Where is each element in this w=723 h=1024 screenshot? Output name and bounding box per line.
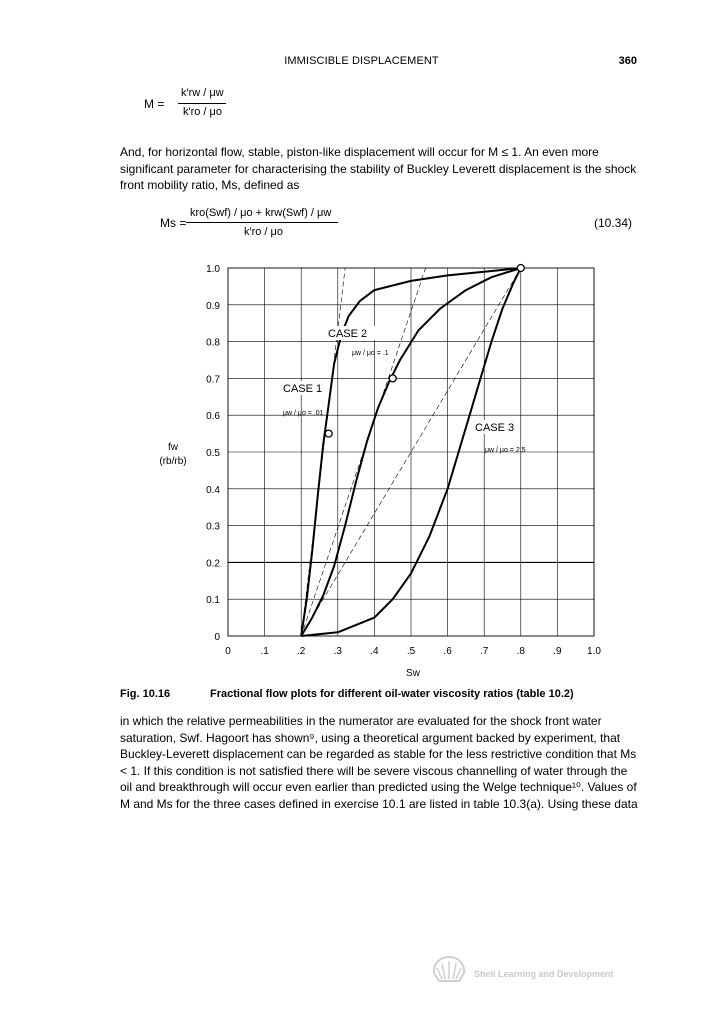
- paragraph-intro: And, for horizontal flow, stable, piston-like displacement will occur for M ≤ 1. An even more significant parameter for characterising the stability of Buckley Leverett displacement is the shock front mobility ratio, Ms, defined as: [120, 145, 637, 192]
- equation-m-fraction-bar: [178, 103, 226, 104]
- x-tick-label: .2: [297, 646, 306, 657]
- case1-label: CASE 1: [283, 383, 323, 395]
- y-tick-label: 0.1: [206, 595, 220, 607]
- equation-number: (10.34): [594, 216, 633, 230]
- case2-label: CASE 2: [328, 328, 368, 340]
- shell-logo-icon: [431, 955, 467, 985]
- y-tick-label: 0.8: [206, 337, 220, 349]
- y-axis-label: fw: [168, 442, 178, 453]
- fractional-flow-chart: [140, 255, 620, 685]
- tangent-marker-case-2: [389, 375, 396, 382]
- equation-ms-lhs: Ms =: [160, 216, 187, 230]
- x-tick-label: .1: [260, 646, 269, 657]
- y-tick-label: 0.3: [206, 521, 220, 533]
- y-tick-label: 0.6: [206, 411, 220, 423]
- tangent-marker-case-1: [325, 430, 332, 437]
- paragraph-body: in which the relative permeabilities in the numerator are evaluated for the shock front water saturation, Swf. Hagoort has shown⁹, using a theoretical argument backed by experiment, that Buckley-Leverett displacement can be regarded as stable for the less restrictive condition that Ms < 1. If this condition is not satisfied there will be severe viscous channelling of water through the oil and breakthrough will occur even earlier than predicted using the Welge technique¹⁰. Values of M and Ms for the three cases defined in exercise 10.1 are listed in table 10.3(a). Using these data: [120, 714, 638, 811]
- y-tick-label: 0.4: [206, 484, 220, 496]
- equation-ms-denominator: k′ro / μo: [244, 226, 283, 238]
- footer-text: Shell Learning and Development: [474, 969, 614, 979]
- y-tick-label: 0: [214, 632, 220, 643]
- x-tick-label: .9: [553, 646, 562, 657]
- case2-ratio: μw / μo = .1: [352, 350, 389, 357]
- x-tick-label: .5: [406, 646, 416, 657]
- equation-m-denominator: k′ro / μo: [183, 106, 222, 118]
- y-tick-label: 1.0: [206, 264, 220, 275]
- y-tick-label: 0.5: [206, 448, 220, 459]
- x-tick-label: .6: [443, 646, 452, 657]
- y-tick-label: 0.7: [206, 374, 220, 386]
- running-header-title: IMMISCIBLE DISPLACEMENT: [284, 55, 439, 67]
- case3-ratio: μw / μo = 2.5: [485, 447, 526, 454]
- x-tick-label: .7: [480, 646, 489, 657]
- tick-labels: [206, 264, 601, 657]
- equation-ms-numerator: kro(Swf) / μo + krw(Swf) / μw: [190, 207, 332, 219]
- equation-m-lhs: M =: [144, 97, 165, 111]
- x-tick-label: .4: [370, 646, 379, 657]
- endpoint-marker: [517, 265, 524, 272]
- x-tick-label: .3: [333, 646, 342, 657]
- case3-label: CASE 3: [475, 422, 515, 434]
- case1-ratio: μw / μo = .01: [283, 410, 324, 417]
- x-tick-label: .8: [516, 646, 525, 657]
- equation-m-numerator: k′rw / μw: [181, 87, 224, 99]
- equation-ms-fraction-bar: [186, 222, 338, 223]
- x-axis-label: Sw: [406, 668, 420, 679]
- x-tick-label: 0: [225, 646, 231, 657]
- x-tick-label: 1.0: [587, 646, 601, 657]
- y-tick-label: 0.9: [206, 300, 220, 312]
- y-tick-label: 0.2: [206, 558, 220, 570]
- chart-grid: [228, 268, 594, 636]
- figure-caption: Fig. 10.16 Fractional flow plots for different oil-water viscosity ratios (table 10.2): [120, 688, 574, 700]
- page-number: 360: [618, 55, 637, 67]
- y-axis-units: (rb/rb): [159, 456, 187, 467]
